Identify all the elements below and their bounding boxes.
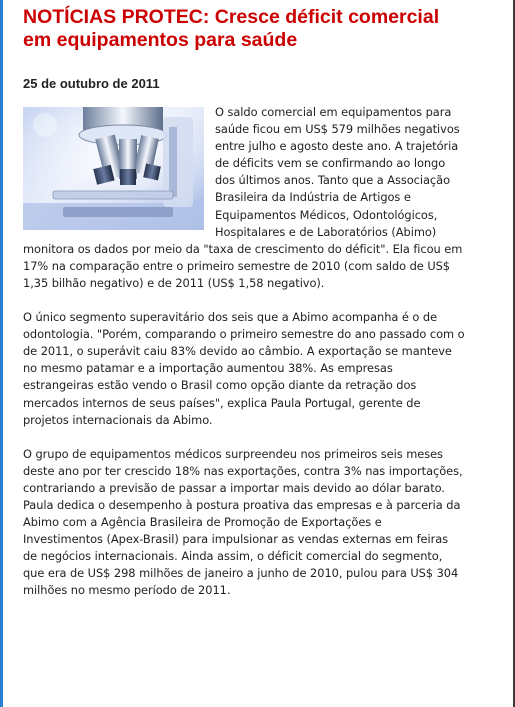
article-title <box>23 6 465 52</box>
left-border <box>0 0 3 707</box>
microscope-photo-icon <box>23 107 204 230</box>
article-paragraph-3: O grupo de equipamentos médicos surpreendeu nos primeiros seis meses deste ano por ter crescido 18% nas exportações, contra 3% nas importações, contrariando a previsão de passar a importar mais devido ao dólar barato. Paula dedica o desempenho à postura proativa das empresas e à parceria da Abimo com a Agência Brasileira de Promoção de Exportações e Investimentos (Apex-Brasil) para impulsionar as vendas externas em feiras de negócios internacionais. Ainda assim, o déficit comercial do segmento, que era de US$ 298 milhões de janeiro a junho de 2010, pulou para US$ 304 milhões no mesmo período de 2011. <box>23 446 463 598</box>
article <box>23 6 465 617</box>
article-paragraph-1: O saldo comercial em equipamentos para saúde ficou em US$ 579 milhões negativos entre julho e agosto deste ano. A trajetória de déficits vem se confirmando ao longo dos últimos anos. Tanto que a Associação Brasileira da Indústria de Artigos e Equipamentos Médicos, Odontológicos, Hospitalares e de Laboratórios (Abimo) monitora os dados por meio da "taxa de crescimento do déficit". Ela ficou em 17% na comparação entre o primeiro semestre de 2010 (com saldo de US$ 1,35 bilhão negativo) e de 2011 (US$ 1,58 negativo). <box>23 105 463 290</box>
article-title-line1: NOTÍCIAS PROTEC: Cresce déficit comercial <box>23 6 440 28</box>
article-date: 25 de outubro de 2011 <box>23 76 160 91</box>
article-paragraph-2: O único segmento superavitário dos seis que a Abimo acompanha é o de odontologia. "Porém, comparando o primeiro semestre do ano passado com o de 2011, o superávit caiu 83% devido ao câmbio. A exportação se manteve no mesmo patamar e a importação aumentou 38%. As empresas estrangeiras estão vendo o Brasil como opção diante da retração dos mercados internos de seus países", explica Paula Portugal, gerente de projetos internacionais da Abimo. <box>23 310 465 427</box>
article-title-line2: em equipamentos para saúde <box>23 29 298 51</box>
